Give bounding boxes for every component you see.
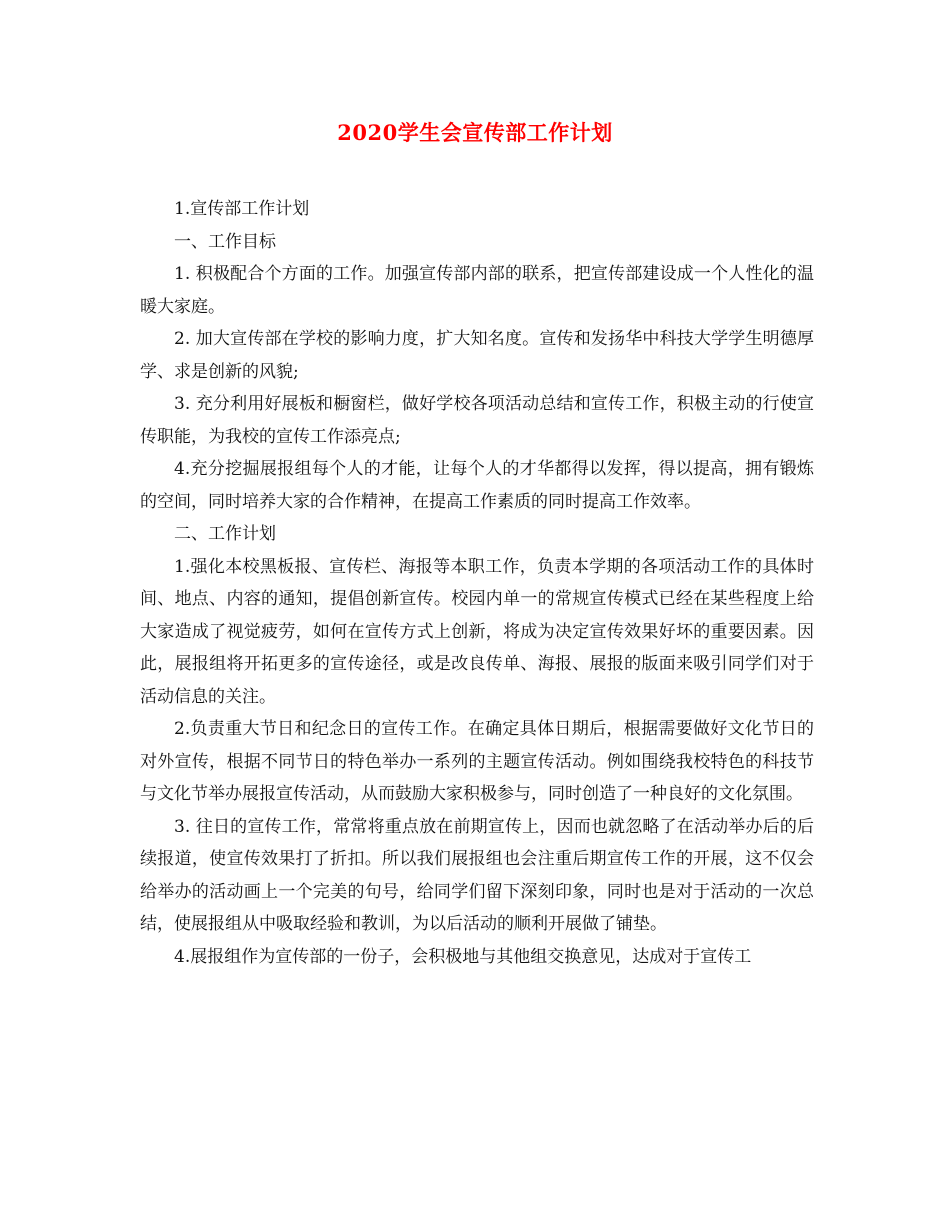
- document-body: [140, 193, 814, 973]
- section-heading-work-plan: 二、工作计划: [174, 524, 276, 544]
- section-heading-plan: 1.宣传部工作计划: [174, 199, 310, 219]
- plan-item-1: 1.强化本校黑板报、宣传栏、海报等本职工作，负责本学期的各项活动工作的具体时间、地点、内容的通知，提倡创新宣传。校园内单一的常规宣传模式已经在某些程度上给大家造成了视觉疲劳，如何在宣传方式上创新，将成为决定宣传效果好坏的重要因素。因此，展报组将开拓更多的宣传途径，或是改良传单、海报、展报的版面来吸引同学们对于活动信息的关注。: [140, 556, 814, 707]
- goal-item-3: 3. 充分利用好展板和橱窗栏，做好学校各项活动总结和宣传工作，积极主动的行使宣传职能，为我校的宣传工作添亮点;: [140, 394, 814, 447]
- section-heading-goals: 一、工作目标: [174, 231, 276, 252]
- goal-item-1: 1. 积极配合个方面的工作。加强宣传部内部的联系，把宣传部建设成一个人性化的温暖大家庭。: [140, 264, 814, 317]
- plan-item-2: 2.负责重大节日和纪念日的宣传工作。在确定具体日期后，根据需要做好文化节日的对外宣传，根据不同节日的特色举办一系列的主题宣传活动。例如围绕我校特色的科技节与文化节举办展报宣传活动，从而鼓励大家积极参与，同时创造了一种良好的文化氛围。: [140, 719, 814, 804]
- plan-item-3: 3. 往日的宣传工作，常常将重点放在前期宣传上，因而也就忽略了在活动举办后的后续报道，使宣传效果打了折扣。所以我们展报组也会注重后期宣传工作的开展，这不仅会给举办的活动画上一个完美的句号，给同学们留下深刻印象，同时也是对于活动的一次总结，使展报组从中吸取经验和教训，为以后活动的顺利开展做了铺垫。: [140, 816, 814, 934]
- goal-item-2: 2. 加大宣传部在学校的影响力度，扩大知名度。宣传和发扬华中科技大学学生明德厚学、求是创新的风貌;: [140, 329, 814, 382]
- document-title: 2020学生会宣传部工作计划: [337, 120, 613, 145]
- plan-item-4: 4.展报组作为宣传部的一份子，会积极地与其他组交换意见，达成对于宣传工: [174, 946, 752, 967]
- goal-item-4: 4.充分挖掘展报组每个人的才能，让每个人的才华都得以发挥，得以提高，拥有锻炼的空间，同时培养大家的合作精神，在提高工作素质的同时提高工作效率。: [140, 459, 814, 512]
